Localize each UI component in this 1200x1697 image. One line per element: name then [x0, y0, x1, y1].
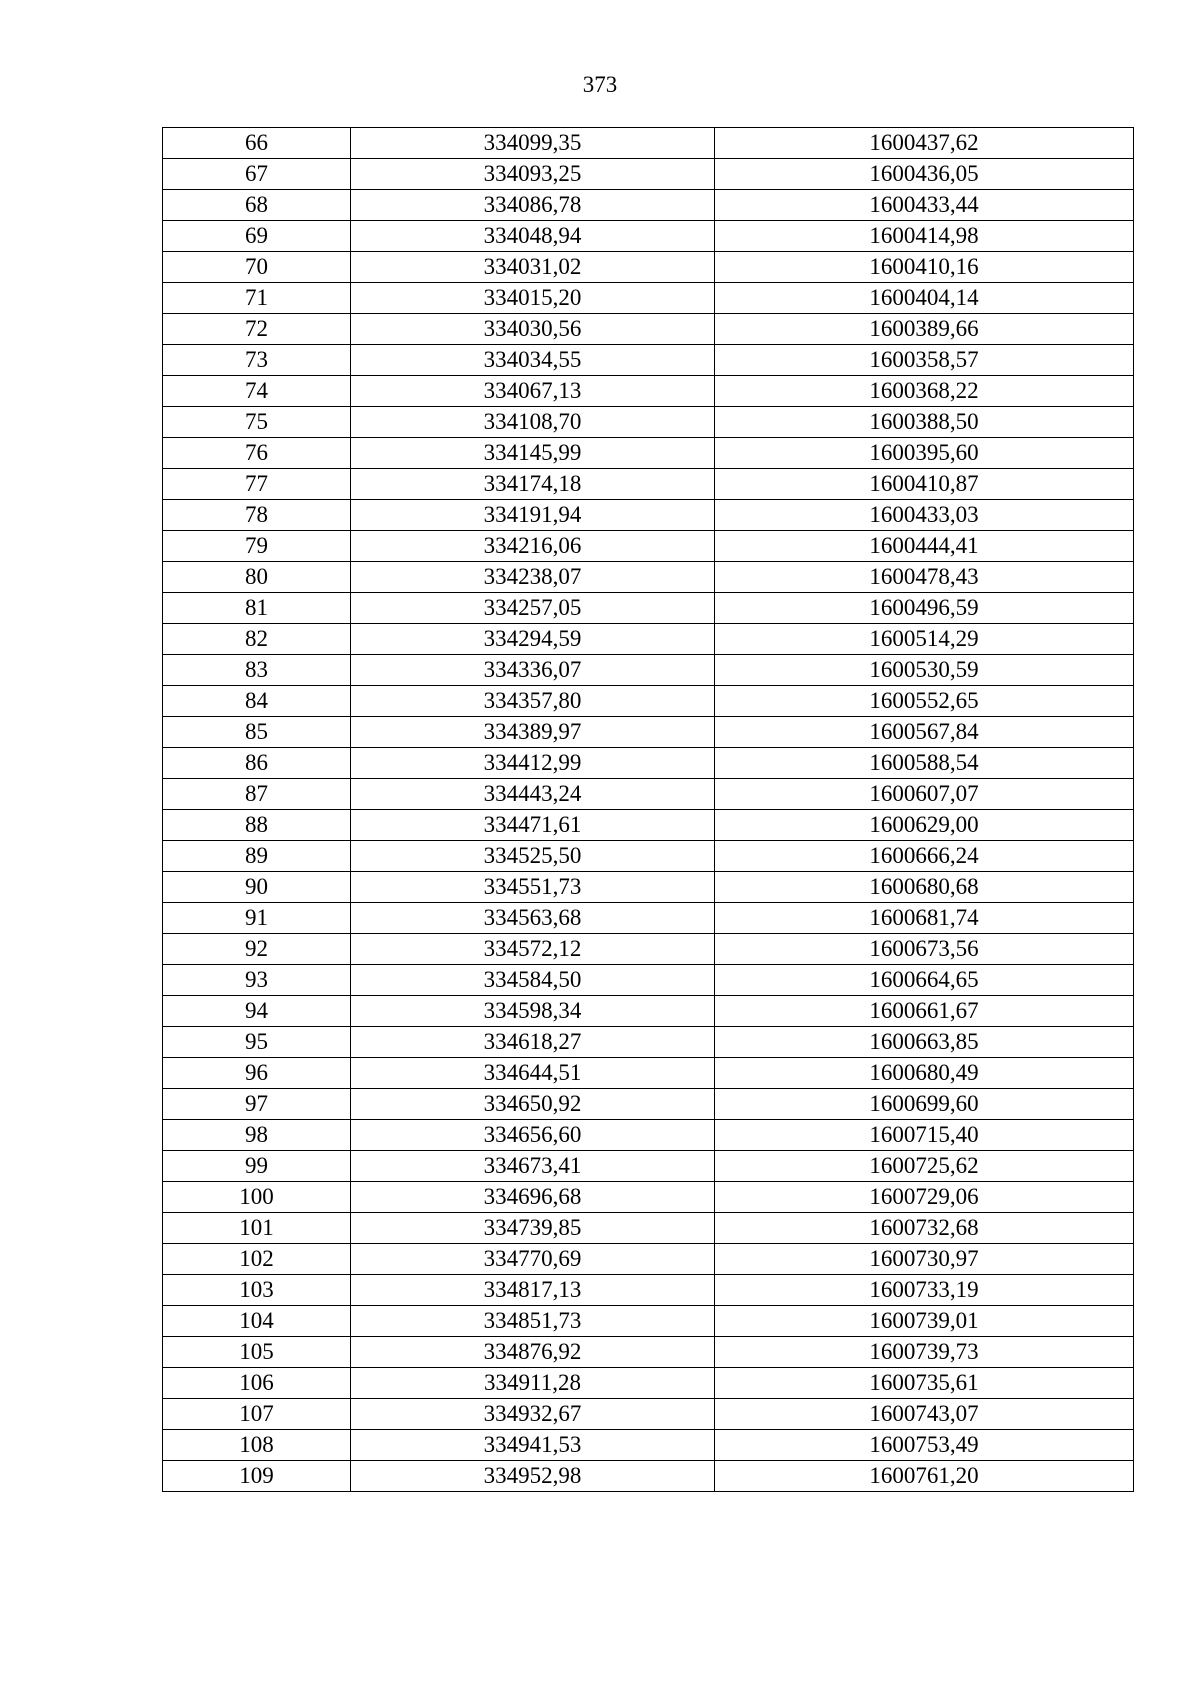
table-row: [163, 1275, 1134, 1306]
table-row: [163, 748, 1134, 779]
point-number-cell: 66: [163, 128, 351, 159]
table-row: [163, 469, 1134, 500]
x-coordinate-cell: 334357,80: [351, 686, 715, 717]
table-row: [163, 190, 1134, 221]
point-number-cell: 90: [163, 872, 351, 903]
y-coordinate-cell: 1600368,22: [715, 376, 1134, 407]
x-coordinate-cell: 334174,18: [351, 469, 715, 500]
point-number-cell: 107: [163, 1399, 351, 1430]
y-coordinate-cell: 1600673,56: [715, 934, 1134, 965]
x-coordinate-cell: 334294,59: [351, 624, 715, 655]
point-number-cell: 82: [163, 624, 351, 655]
point-number-cell: 88: [163, 810, 351, 841]
table-row: [163, 1089, 1134, 1120]
y-coordinate-cell: 1600681,74: [715, 903, 1134, 934]
y-coordinate-cell: 1600514,29: [715, 624, 1134, 655]
point-number-cell: 76: [163, 438, 351, 469]
x-coordinate-cell: 334030,56: [351, 314, 715, 345]
point-number-cell: 93: [163, 965, 351, 996]
table-row: [163, 221, 1134, 252]
page-number: 373: [582, 72, 618, 97]
x-coordinate-cell: 334015,20: [351, 283, 715, 314]
y-coordinate-cell: 1600478,43: [715, 562, 1134, 593]
y-coordinate-cell: 1600729,06: [715, 1182, 1134, 1213]
x-coordinate-cell: 334389,97: [351, 717, 715, 748]
x-coordinate-cell: 334145,99: [351, 438, 715, 469]
y-coordinate-cell: 1600666,24: [715, 841, 1134, 872]
table-row: [163, 810, 1134, 841]
x-coordinate-cell: 334034,55: [351, 345, 715, 376]
point-number-cell: 81: [163, 593, 351, 624]
table-row: [163, 872, 1134, 903]
table-row: [163, 283, 1134, 314]
table-row: [163, 996, 1134, 1027]
table-row: [163, 841, 1134, 872]
table-row: [163, 1058, 1134, 1089]
table-row: [163, 717, 1134, 748]
table-row: [163, 531, 1134, 562]
x-coordinate-cell: 334952,98: [351, 1461, 715, 1492]
table-row: [163, 1213, 1134, 1244]
x-coordinate-cell: 334048,94: [351, 221, 715, 252]
table-row: [163, 314, 1134, 345]
y-coordinate-cell: 1600663,85: [715, 1027, 1134, 1058]
y-coordinate-cell: 1600404,14: [715, 283, 1134, 314]
table-row: [163, 686, 1134, 717]
point-number-cell: 94: [163, 996, 351, 1027]
point-number-cell: 92: [163, 934, 351, 965]
y-coordinate-cell: 1600588,54: [715, 748, 1134, 779]
point-number-cell: 83: [163, 655, 351, 686]
y-coordinate-cell: 1600699,60: [715, 1089, 1134, 1120]
point-number-cell: 86: [163, 748, 351, 779]
y-coordinate-cell: 1600680,49: [715, 1058, 1134, 1089]
x-coordinate-cell: 334598,34: [351, 996, 715, 1027]
y-coordinate-cell: 1600410,87: [715, 469, 1134, 500]
point-number-cell: 89: [163, 841, 351, 872]
table-row: [163, 1337, 1134, 1368]
x-coordinate-cell: 334584,50: [351, 965, 715, 996]
coordinates-table: [162, 127, 1134, 1492]
table-row: [163, 1430, 1134, 1461]
table-row: [163, 438, 1134, 469]
y-coordinate-cell: 1600664,65: [715, 965, 1134, 996]
table-row: [163, 934, 1134, 965]
y-coordinate-cell: 1600358,57: [715, 345, 1134, 376]
x-coordinate-cell: 334876,92: [351, 1337, 715, 1368]
point-number-cell: 99: [163, 1151, 351, 1182]
y-coordinate-cell: 1600444,41: [715, 531, 1134, 562]
y-coordinate-cell: 1600733,19: [715, 1275, 1134, 1306]
x-coordinate-cell: 334067,13: [351, 376, 715, 407]
y-coordinate-cell: 1600437,62: [715, 128, 1134, 159]
x-coordinate-cell: 334650,92: [351, 1089, 715, 1120]
point-number-cell: 106: [163, 1368, 351, 1399]
point-number-cell: 109: [163, 1461, 351, 1492]
point-number-cell: 105: [163, 1337, 351, 1368]
point-number-cell: 87: [163, 779, 351, 810]
y-coordinate-cell: 1600389,66: [715, 314, 1134, 345]
y-coordinate-cell: 1600725,62: [715, 1151, 1134, 1182]
x-coordinate-cell: 334443,24: [351, 779, 715, 810]
point-number-cell: 108: [163, 1430, 351, 1461]
point-number-cell: 103: [163, 1275, 351, 1306]
table-row: [163, 779, 1134, 810]
y-coordinate-cell: 1600761,20: [715, 1461, 1134, 1492]
table-row: [163, 624, 1134, 655]
table-row: [163, 376, 1134, 407]
y-coordinate-cell: 1600433,03: [715, 500, 1134, 531]
point-number-cell: 80: [163, 562, 351, 593]
point-number-cell: 104: [163, 1306, 351, 1337]
point-number-cell: 98: [163, 1120, 351, 1151]
x-coordinate-cell: 334108,70: [351, 407, 715, 438]
x-coordinate-cell: 334656,60: [351, 1120, 715, 1151]
y-coordinate-cell: 1600739,01: [715, 1306, 1134, 1337]
y-coordinate-cell: 1600530,59: [715, 655, 1134, 686]
x-coordinate-cell: 334238,07: [351, 562, 715, 593]
table-row: [163, 1244, 1134, 1275]
y-coordinate-cell: 1600496,59: [715, 593, 1134, 624]
point-number-cell: 72: [163, 314, 351, 345]
x-coordinate-cell: 334644,51: [351, 1058, 715, 1089]
point-number-cell: 84: [163, 686, 351, 717]
table-row: [163, 1461, 1134, 1492]
y-coordinate-cell: 1600552,65: [715, 686, 1134, 717]
x-coordinate-cell: 334551,73: [351, 872, 715, 903]
x-coordinate-cell: 334336,07: [351, 655, 715, 686]
x-coordinate-cell: 334086,78: [351, 190, 715, 221]
point-number-cell: 102: [163, 1244, 351, 1275]
y-coordinate-cell: 1600739,73: [715, 1337, 1134, 1368]
point-number-cell: 96: [163, 1058, 351, 1089]
y-coordinate-cell: 1600607,07: [715, 779, 1134, 810]
x-coordinate-cell: 334932,67: [351, 1399, 715, 1430]
point-number-cell: 100: [163, 1182, 351, 1213]
point-number-cell: 97: [163, 1089, 351, 1120]
point-number-cell: 91: [163, 903, 351, 934]
point-number-cell: 95: [163, 1027, 351, 1058]
table-row: [163, 562, 1134, 593]
y-coordinate-cell: 1600680,68: [715, 872, 1134, 903]
table-row: [163, 1368, 1134, 1399]
y-coordinate-cell: 1600629,00: [715, 810, 1134, 841]
table-row: [163, 252, 1134, 283]
table-row: [163, 655, 1134, 686]
y-coordinate-cell: 1600388,50: [715, 407, 1134, 438]
x-coordinate-cell: 334525,50: [351, 841, 715, 872]
point-number-cell: 78: [163, 500, 351, 531]
table-row: [163, 1306, 1134, 1337]
point-number-cell: 71: [163, 283, 351, 314]
point-number-cell: 74: [163, 376, 351, 407]
table-row: [163, 965, 1134, 996]
table-row: [163, 500, 1134, 531]
y-coordinate-cell: 1600715,40: [715, 1120, 1134, 1151]
point-number-cell: 75: [163, 407, 351, 438]
x-coordinate-cell: 334911,28: [351, 1368, 715, 1399]
x-coordinate-cell: 334257,05: [351, 593, 715, 624]
table-row: [163, 1151, 1134, 1182]
point-number-cell: 73: [163, 345, 351, 376]
table-row: [163, 903, 1134, 934]
table-row: [163, 1120, 1134, 1151]
x-coordinate-cell: 334739,85: [351, 1213, 715, 1244]
point-number-cell: 101: [163, 1213, 351, 1244]
x-coordinate-cell: 334941,53: [351, 1430, 715, 1461]
y-coordinate-cell: 1600732,68: [715, 1213, 1134, 1244]
y-coordinate-cell: 1600743,07: [715, 1399, 1134, 1430]
point-number-cell: 69: [163, 221, 351, 252]
y-coordinate-cell: 1600730,97: [715, 1244, 1134, 1275]
x-coordinate-cell: 334031,02: [351, 252, 715, 283]
y-coordinate-cell: 1600735,61: [715, 1368, 1134, 1399]
x-coordinate-cell: 334563,68: [351, 903, 715, 934]
x-coordinate-cell: 334673,41: [351, 1151, 715, 1182]
table-row: [163, 345, 1134, 376]
point-number-cell: 77: [163, 469, 351, 500]
x-coordinate-cell: 334093,25: [351, 159, 715, 190]
y-coordinate-cell: 1600567,84: [715, 717, 1134, 748]
y-coordinate-cell: 1600433,44: [715, 190, 1134, 221]
y-coordinate-cell: 1600395,60: [715, 438, 1134, 469]
point-number-cell: 70: [163, 252, 351, 283]
y-coordinate-cell: 1600414,98: [715, 221, 1134, 252]
y-coordinate-cell: 1600753,49: [715, 1430, 1134, 1461]
x-coordinate-cell: 334471,61: [351, 810, 715, 841]
table-row: [163, 128, 1134, 159]
point-number-cell: 85: [163, 717, 351, 748]
table-row: [163, 1399, 1134, 1430]
x-coordinate-cell: 334099,35: [351, 128, 715, 159]
x-coordinate-cell: 334851,73: [351, 1306, 715, 1337]
table-row: [163, 1027, 1134, 1058]
y-coordinate-cell: 1600436,05: [715, 159, 1134, 190]
point-number-cell: 79: [163, 531, 351, 562]
x-coordinate-cell: 334696,68: [351, 1182, 715, 1213]
point-number-cell: 67: [163, 159, 351, 190]
y-coordinate-cell: 1600661,67: [715, 996, 1134, 1027]
x-coordinate-cell: 334618,27: [351, 1027, 715, 1058]
x-coordinate-cell: 334216,06: [351, 531, 715, 562]
x-coordinate-cell: 334191,94: [351, 500, 715, 531]
coordinates-table-body: [163, 128, 1134, 1492]
point-number-cell: 68: [163, 190, 351, 221]
x-coordinate-cell: 334412,99: [351, 748, 715, 779]
x-coordinate-cell: 334572,12: [351, 934, 715, 965]
y-coordinate-cell: 1600410,16: [715, 252, 1134, 283]
table-row: [163, 1182, 1134, 1213]
x-coordinate-cell: 334770,69: [351, 1244, 715, 1275]
table-row: [163, 407, 1134, 438]
table-row: [163, 593, 1134, 624]
table-row: [163, 159, 1134, 190]
x-coordinate-cell: 334817,13: [351, 1275, 715, 1306]
